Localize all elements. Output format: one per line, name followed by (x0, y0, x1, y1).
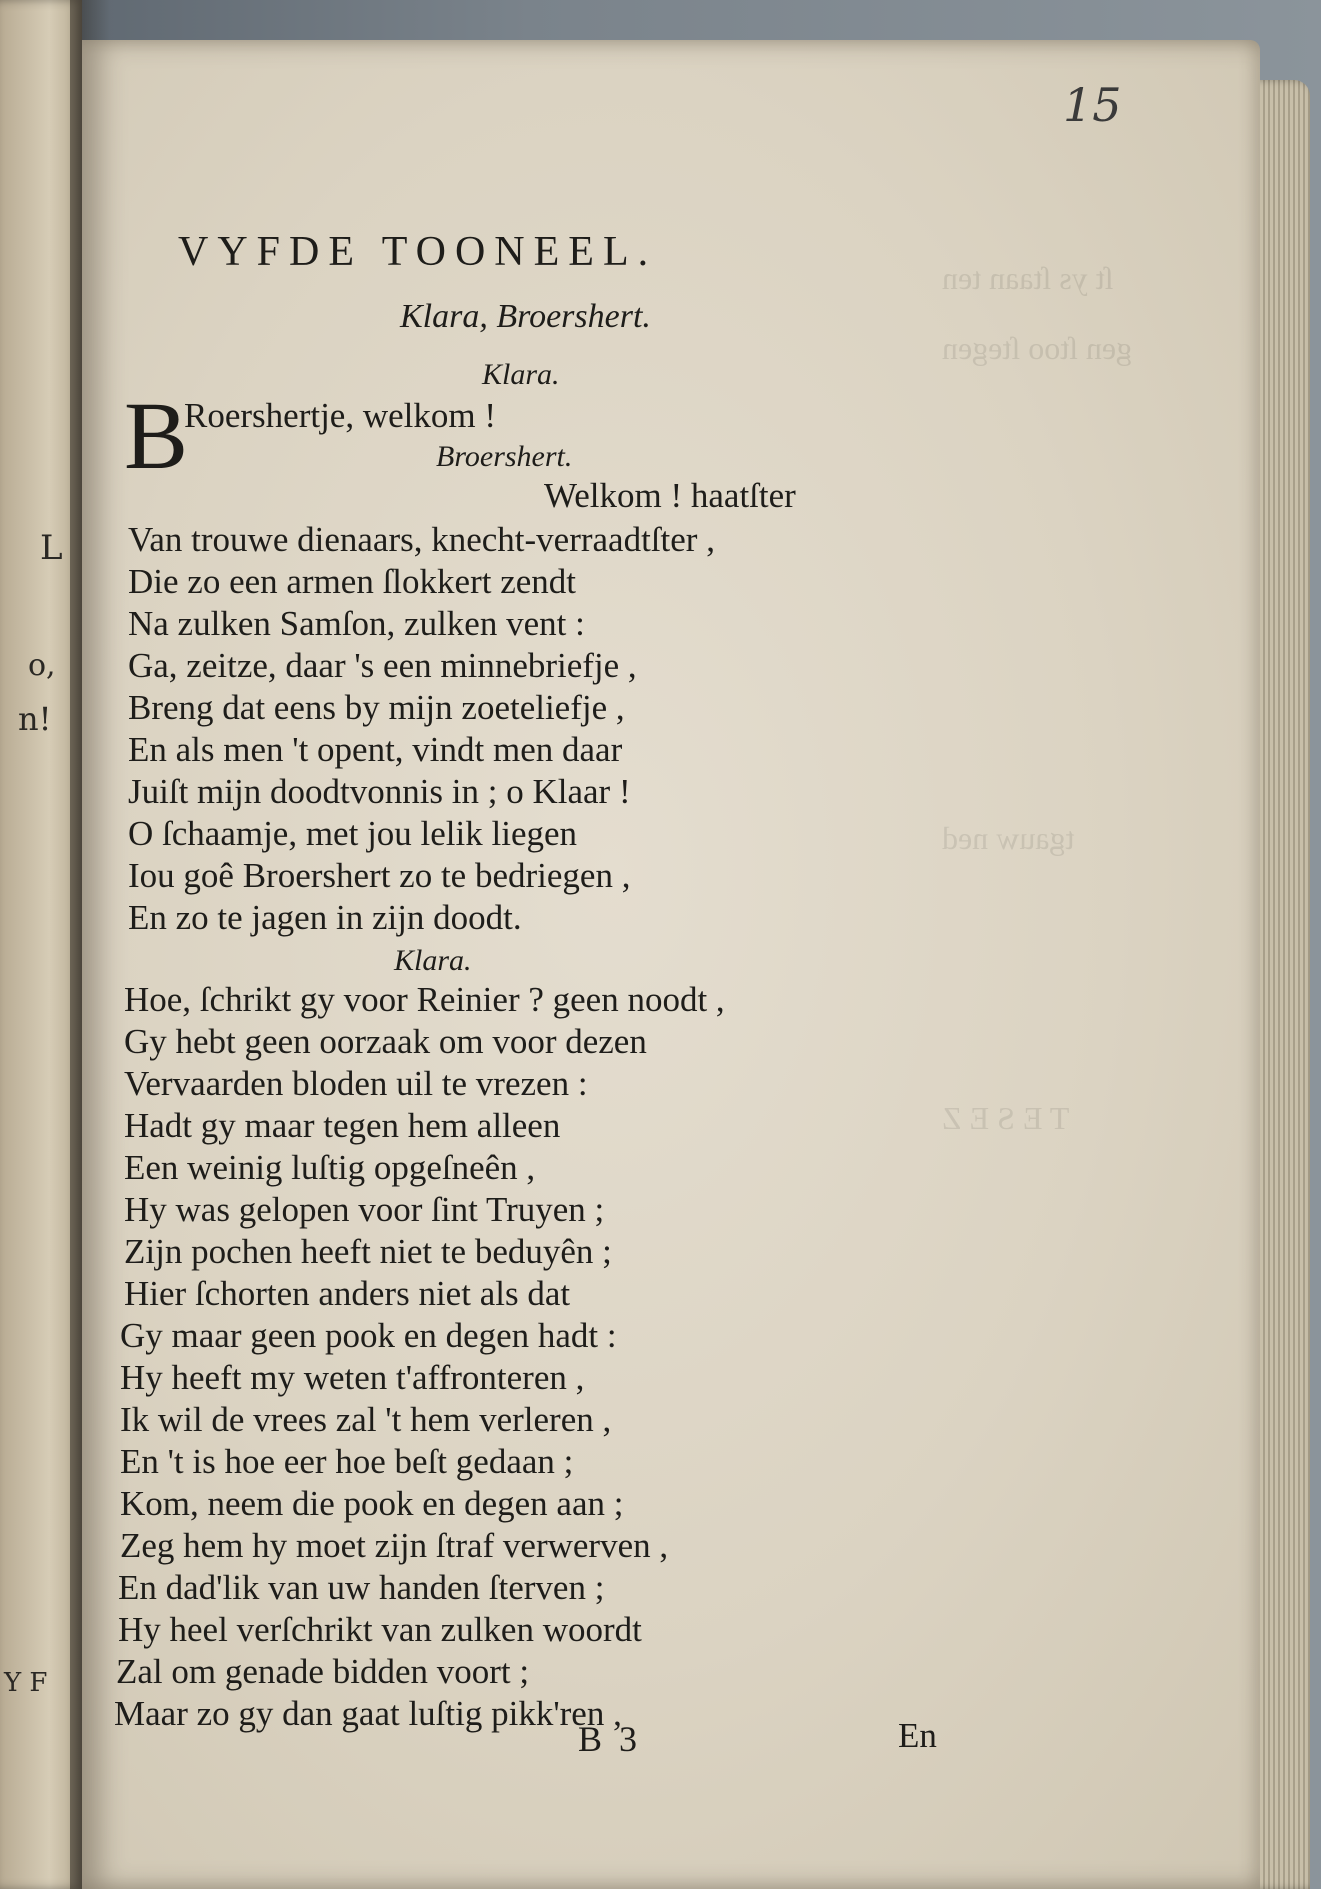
verse-line: O ſchaamje, met jou lelik liegen (128, 814, 578, 853)
verse-line: Zijn pochen heeft niet te beduyên ; (124, 1232, 612, 1271)
speaker-label: Klara. (394, 944, 472, 977)
verse-line: Juiſt mijn doodtvonnis in ; o Klaar ! (128, 772, 631, 811)
show-through-text: tgauw ned (942, 820, 1075, 856)
verse-line: Ik wil de vrees zal 't hem verleren , (120, 1400, 612, 1439)
verse-line: Hier ſchorten anders niet als dat (124, 1274, 571, 1313)
left-page-fragment: n! (18, 700, 52, 738)
verse-line: Hy heeft my weten t'affronteren , (120, 1358, 585, 1397)
drop-capital: B (124, 382, 189, 489)
verse-line: Zal om genade bidden voort ; (116, 1652, 530, 1691)
left-page-fragment: Y F (4, 1668, 48, 1698)
verse-line: Hy was gelopen voor ſint Truyen ; (124, 1190, 605, 1229)
verse-line: Kom, neem die pook en degen aan ; (120, 1484, 624, 1523)
verse-line: En zo te jagen in zijn doodt. (128, 898, 522, 937)
persons-line: Klara, Broershert. (400, 298, 651, 335)
verse-line: Die zo een armen ſlokkert zendt (128, 562, 576, 601)
show-through-text: T E S E Z (942, 1100, 1070, 1136)
verse-line: En 't is hoe eer hoe beſt gedaan ; (120, 1442, 574, 1481)
verse-line: Breng dat eens by mijn zoeteliefje , (128, 688, 625, 727)
verse-line: Maar zo gy dan gaat luſtig pikk'ren , (114, 1694, 622, 1733)
left-page-fragment: L (40, 528, 63, 568)
verse-line: Zeg hem hy moet zijn ſtraf verwerven , (120, 1526, 669, 1565)
left-page-fragment: o, (28, 648, 56, 683)
verse-line: Een weinig luſtig opgeſneên , (124, 1148, 536, 1187)
scene-heading: VYFDE TOONEEL. (178, 229, 658, 275)
folio-number: 15 (1063, 78, 1122, 132)
verse-line: Hadt gy maar tegen hem alleen (124, 1106, 561, 1145)
speaker-label: Broershert. (436, 440, 573, 473)
show-through-text: gen ſtoo ſtegen (942, 330, 1133, 366)
verse-line: En dad'lik van uw handen ſterven ; (118, 1568, 605, 1607)
verse-line: Hy heel verſchrikt van zulken woordt (118, 1610, 642, 1649)
verse-line: Hoe, ſchrikt gy voor Reinier ? geen noodt , (124, 980, 725, 1019)
verse-line: Gy maar geen pook en degen hadt : (120, 1316, 617, 1355)
verse-line: Ga, zeitze, daar 's een minnebriefje , (128, 646, 637, 685)
verse-line: Na zulken Samſon, zulken vent : (128, 604, 585, 643)
speaker-label: Klara. (482, 358, 560, 391)
verse-line: Gy hebt geen oorzaak om voor dezen (124, 1022, 647, 1061)
verse-line: Van trouwe dienaars, knecht-verraadtſter , (128, 520, 715, 559)
verse-line: Roershertje, welkom ! (184, 396, 496, 435)
verse-line: En als men 't opent, vindt men daar (128, 730, 623, 769)
verse-line: Vervaarden bloden uil te vrezen : (124, 1064, 588, 1103)
catchword: En (898, 1716, 937, 1755)
verse-line: Welkom ! haatſter (544, 476, 796, 515)
verse-line: Iou goê Broershert zo te bedriegen , (128, 856, 631, 895)
show-through-text: ſt ys ſtaan ten (942, 260, 1114, 296)
signature-mark: B 3 (578, 1719, 642, 1759)
